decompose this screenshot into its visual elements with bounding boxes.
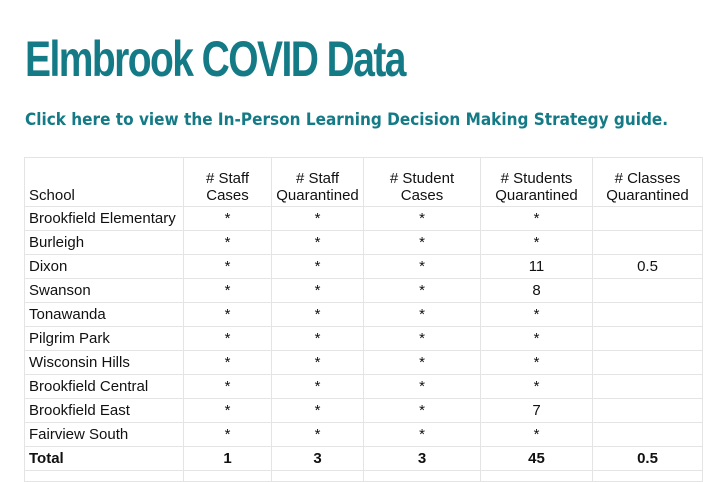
table-row bbox=[25, 231, 703, 255]
cell-students-quarantined: * bbox=[481, 207, 593, 231]
column-header-student-cases: # Student Cases bbox=[364, 158, 481, 207]
total-cell-school: Total bbox=[25, 447, 184, 471]
cell-staff-cases: * bbox=[184, 207, 272, 231]
cell-classes-quarantined bbox=[593, 303, 703, 327]
cell-classes-quarantined bbox=[593, 231, 703, 255]
cell-staff-quarantined: * bbox=[272, 279, 364, 303]
cell-school: Brookfield East bbox=[25, 399, 184, 423]
cell-school: Fairview South bbox=[25, 423, 184, 447]
total-cell-classes-quarantined: 0.5 bbox=[593, 447, 703, 471]
cell-classes-quarantined bbox=[593, 399, 703, 423]
cell-staff-cases: * bbox=[184, 399, 272, 423]
cell-students-quarantined: 11 bbox=[481, 255, 593, 279]
cell-classes-quarantined bbox=[593, 279, 703, 303]
table-row bbox=[25, 207, 703, 231]
column-header-staff-quarantined: # Staff Quarantined bbox=[272, 158, 364, 207]
table-row bbox=[25, 351, 703, 375]
cell-students-quarantined: 8 bbox=[481, 279, 593, 303]
total-row bbox=[25, 447, 703, 471]
cell-staff-cases: * bbox=[184, 423, 272, 447]
cell-staff-cases: * bbox=[184, 231, 272, 255]
cell-students-quarantined: * bbox=[481, 375, 593, 399]
cell-school: Burleigh bbox=[25, 231, 184, 255]
table-row bbox=[25, 303, 703, 327]
cell-student-cases: * bbox=[364, 327, 481, 351]
table-header-row bbox=[25, 158, 703, 207]
cell-student-cases: * bbox=[364, 351, 481, 375]
cell-classes-quarantined bbox=[593, 423, 703, 447]
table-row bbox=[25, 375, 703, 399]
cell-students-quarantined: 7 bbox=[481, 399, 593, 423]
cell-staff-cases: * bbox=[184, 303, 272, 327]
cell-school: Pilgrim Park bbox=[25, 327, 184, 351]
cell-staff-quarantined: * bbox=[272, 423, 364, 447]
cell-school: Dixon bbox=[25, 255, 184, 279]
cell-school: Swanson bbox=[25, 279, 184, 303]
table-row bbox=[25, 255, 703, 279]
column-header-students-quarantined: # Students Quarantined bbox=[481, 158, 593, 207]
table-row bbox=[25, 423, 703, 447]
cell-staff-cases: * bbox=[184, 351, 272, 375]
total-cell-staff-quarantined: 3 bbox=[272, 447, 364, 471]
cell-staff-quarantined: * bbox=[272, 327, 364, 351]
cell-classes-quarantined bbox=[593, 207, 703, 231]
page-title: Elmbrook COVID Data bbox=[25, 31, 405, 87]
cell-classes-quarantined bbox=[593, 375, 703, 399]
cell-staff-cases: * bbox=[184, 279, 272, 303]
column-header-school: School bbox=[25, 158, 184, 207]
cell-staff-cases: * bbox=[184, 255, 272, 279]
cell-school: Brookfield Elementary bbox=[25, 207, 184, 231]
cell-classes-quarantined: 0.5 bbox=[593, 255, 703, 279]
cell-student-cases: * bbox=[364, 255, 481, 279]
cell-student-cases: * bbox=[364, 423, 481, 447]
cell-student-cases: * bbox=[364, 303, 481, 327]
cell-staff-cases: * bbox=[184, 327, 272, 351]
cell-student-cases: * bbox=[364, 231, 481, 255]
cell-staff-quarantined: * bbox=[272, 351, 364, 375]
cell-students-quarantined: * bbox=[481, 303, 593, 327]
cell-staff-quarantined: * bbox=[272, 231, 364, 255]
table-row bbox=[25, 399, 703, 423]
cell-staff-quarantined: * bbox=[272, 207, 364, 231]
cell-student-cases: * bbox=[364, 207, 481, 231]
cell-students-quarantined: * bbox=[481, 423, 593, 447]
cell-students-quarantined: * bbox=[481, 231, 593, 255]
decision-guide-link[interactable]: Click here to view the In-Person Learning Decision Making Strategy guide. bbox=[25, 110, 669, 130]
cell-classes-quarantined bbox=[593, 327, 703, 351]
total-cell-student-cases: 3 bbox=[364, 447, 481, 471]
cell-student-cases: * bbox=[364, 375, 481, 399]
cell-student-cases: * bbox=[364, 399, 481, 423]
table-row bbox=[25, 279, 703, 303]
cell-classes-quarantined bbox=[593, 351, 703, 375]
covid-data-table bbox=[24, 157, 703, 482]
cell-school: Tonawanda bbox=[25, 303, 184, 327]
cell-staff-quarantined: * bbox=[272, 375, 364, 399]
cell-staff-quarantined: * bbox=[272, 399, 364, 423]
total-cell-students-quarantined: 45 bbox=[481, 447, 593, 471]
total-cell-staff-cases: 1 bbox=[184, 447, 272, 471]
cell-school: Brookfield Central bbox=[25, 375, 184, 399]
cell-students-quarantined: * bbox=[481, 327, 593, 351]
column-header-classes-quarantined: # Classes Quarantined bbox=[593, 158, 703, 207]
cell-staff-quarantined: * bbox=[272, 303, 364, 327]
cell-school: Wisconsin Hills bbox=[25, 351, 184, 375]
cell-staff-cases: * bbox=[184, 375, 272, 399]
column-header-staff-cases: # Staff Cases bbox=[184, 158, 272, 207]
cell-students-quarantined: * bbox=[481, 351, 593, 375]
cell-staff-quarantined: * bbox=[272, 255, 364, 279]
cell-student-cases: * bbox=[364, 279, 481, 303]
table-row bbox=[25, 327, 703, 351]
